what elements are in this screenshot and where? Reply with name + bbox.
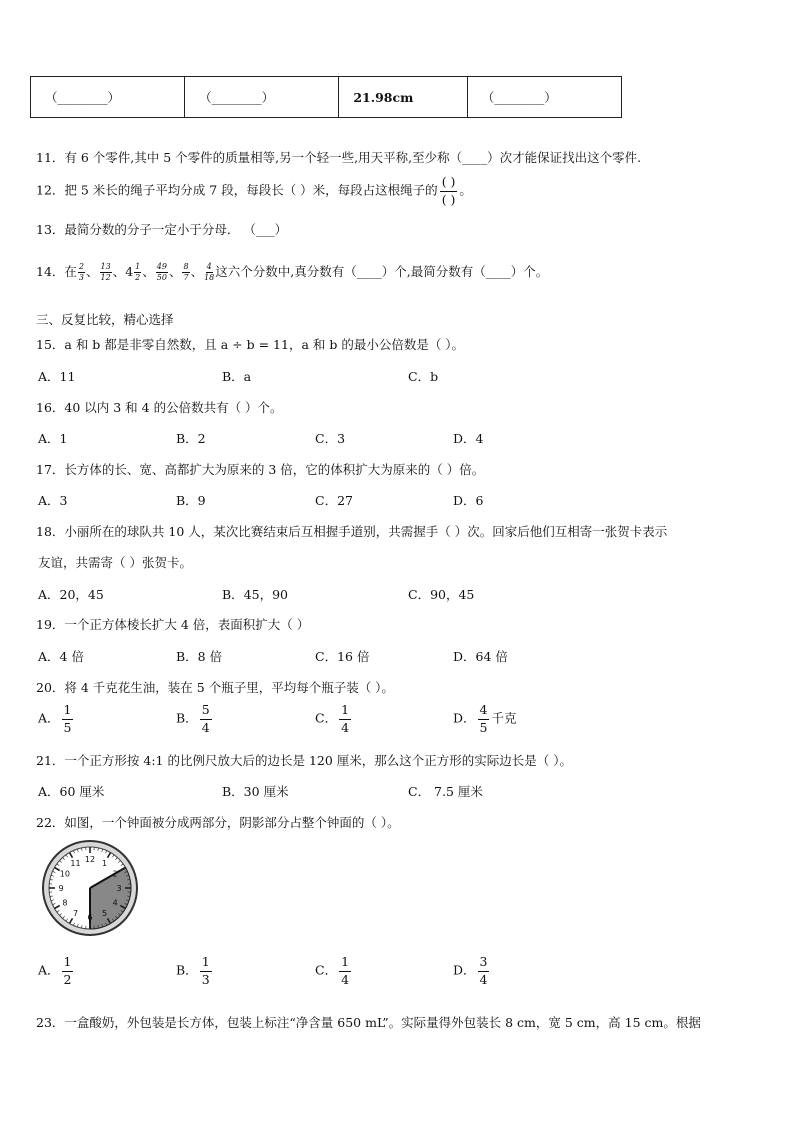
- clock-number: 1: [101, 858, 108, 868]
- separator: 、: [190, 264, 204, 279]
- option-a[interactable]: [38, 704, 75, 734]
- option-fraction: [200, 704, 212, 734]
- fraction-denominator: 12: [100, 273, 111, 282]
- question-22: 22．如图，一个钟面被分成两部分，阴影部分占整个钟面的（ ）。: [36, 815, 400, 830]
- fraction-denominator: 4: [341, 971, 350, 987]
- fraction-numerator: 1: [339, 956, 351, 972]
- separator: 、: [112, 264, 126, 279]
- fraction-numerator: 5: [200, 704, 212, 720]
- clock-number: 8: [62, 898, 68, 908]
- fraction-denominator: 4: [479, 971, 488, 987]
- clock-number: 9: [58, 884, 64, 893]
- option-b[interactable]: [176, 956, 214, 986]
- option-label: A．: [38, 962, 60, 978]
- clock-number: 11: [70, 858, 81, 868]
- separator: 、: [142, 264, 155, 279]
- fraction-numerator: 3: [478, 956, 490, 972]
- option-a[interactable]: A．11: [38, 369, 76, 384]
- fraction-denominator: 2: [63, 971, 72, 987]
- fraction-2: [100, 263, 112, 282]
- option-c[interactable]: C．16 倍: [315, 649, 370, 664]
- question-18-line-1: 18．小丽所在的球队共 10 人，某次比赛结束后互相握手道别，共需握手（ ）次。回家后他们互相寄一张贺卡表示: [36, 524, 668, 539]
- option-label: D．: [453, 710, 476, 726]
- fraction-denominator: 18: [204, 273, 215, 282]
- section-heading: 三、反复比较，精心选择: [36, 312, 174, 327]
- fraction-numerator: 1: [135, 262, 141, 271]
- option-a[interactable]: [38, 956, 75, 986]
- question-15: 15．a 和 b 都是非零自然数，且 a ÷ b = 11，a 和 b 的最小公倍数是（ ）。: [36, 337, 465, 352]
- question-23: 23．一盒酸奶，外包装是长方体，包装上标注“净含量 650 mL”。实际量得外包装长 8 cm，宽 5 cm，高 15 cm。根据: [36, 1015, 701, 1030]
- option-label: D．: [453, 962, 476, 978]
- option-d[interactable]: [453, 704, 517, 734]
- option-b[interactable]: B．2: [176, 431, 206, 446]
- option-c[interactable]: C．3: [315, 431, 346, 446]
- option-a[interactable]: A．1: [38, 431, 68, 446]
- option-fraction: [478, 956, 490, 986]
- option-a[interactable]: A．3: [38, 493, 68, 508]
- fraction-numerator: 1: [62, 704, 74, 720]
- question-12-text: 12．把 5 米长的绳子平均分成 7 段，每段长（ ）米，每段占这根绳子的: [36, 182, 438, 198]
- clock-number: 10: [59, 869, 70, 879]
- option-fraction: [62, 956, 74, 986]
- question-12: [36, 176, 472, 206]
- option-d[interactable]: D．4: [453, 431, 484, 446]
- fraction-numerator: 13: [100, 262, 111, 271]
- clock-number: 7: [72, 909, 79, 919]
- question-21: 21．一个正方形按 4:1 的比例尺放大后的边长是 120 厘米，那么这个正方形的实际边长是（ ）。: [36, 753, 573, 768]
- table-cell: （________）: [185, 77, 339, 118]
- fraction-6: [204, 263, 214, 282]
- question-13: 13．最简分数的分子一定小于分母． （___）: [36, 222, 288, 237]
- option-b[interactable]: B．45，90: [222, 587, 288, 602]
- option-c[interactable]: C． 7.5 厘米: [408, 784, 483, 799]
- option-c[interactable]: C．b: [408, 369, 439, 384]
- question-20: 20．将 4 千克花生油，装在 5 个瓶子里，平均每个瓶子装（ ）。: [36, 680, 394, 695]
- option-a[interactable]: A．4 倍: [38, 649, 84, 664]
- fraction-denominator: 50: [156, 273, 167, 282]
- fraction-numerator: 4: [206, 262, 212, 271]
- fraction-denominator: ( ): [441, 191, 456, 207]
- table-row: [31, 77, 622, 118]
- option-a[interactable]: A．60 厘米: [38, 784, 105, 799]
- option-label: A．: [38, 710, 60, 726]
- fraction-denominator: 5: [479, 719, 488, 735]
- option-label: C．: [315, 962, 338, 978]
- option-a[interactable]: A．20，45: [38, 587, 104, 602]
- fraction-denominator: 4: [201, 719, 210, 735]
- option-d[interactable]: D．6: [453, 493, 484, 508]
- fraction-denominator: 4: [341, 719, 350, 735]
- clock-number: 5: [101, 909, 108, 919]
- option-label: C．: [315, 710, 338, 726]
- option-label: B．: [176, 710, 198, 726]
- option-c[interactable]: [315, 956, 353, 986]
- mixed-whole: 4: [125, 264, 134, 279]
- clock-number: 2: [112, 869, 118, 879]
- fraction-denominator: 3: [201, 971, 210, 987]
- fraction-4: [156, 263, 168, 282]
- option-d[interactable]: [453, 956, 491, 986]
- fraction-numerator: 4: [478, 704, 490, 720]
- option-c[interactable]: [315, 704, 353, 734]
- option-fraction: [200, 956, 212, 986]
- fraction-numerator: ( ): [440, 176, 458, 192]
- fraction-numerator: 8: [183, 262, 189, 271]
- answer-table: [30, 76, 622, 118]
- question-19: 19．一个正方体棱长扩大 4 倍，表面积扩大（ ）: [36, 617, 310, 632]
- question-14: [36, 262, 548, 282]
- blank-fraction: [440, 176, 458, 206]
- separator: 、: [86, 264, 99, 279]
- option-b[interactable]: B．8 倍: [176, 649, 223, 664]
- option-unit: 千克: [491, 710, 517, 726]
- clock-number: 12: [84, 855, 96, 864]
- fraction-3: [134, 263, 141, 282]
- clock-face-figure: [40, 838, 140, 938]
- option-b[interactable]: B．9: [176, 493, 206, 508]
- option-fraction: [62, 704, 74, 734]
- separator: 、: [168, 264, 182, 279]
- question-18-line-2: 友谊，共需寄（ ）张贺卡。: [38, 555, 192, 570]
- fraction-denominator: 7: [183, 273, 189, 282]
- fraction-denominator: 3: [78, 273, 84, 282]
- table-cell: 21.98cm: [339, 77, 467, 118]
- fraction-1: [78, 263, 85, 282]
- clock-number: 4: [112, 898, 118, 908]
- option-b[interactable]: B．30 厘米: [222, 784, 289, 799]
- option-c[interactable]: C．90，45: [408, 587, 475, 602]
- option-b[interactable]: [176, 704, 214, 734]
- question-14-prefix: 14．在: [36, 264, 77, 279]
- table-cell: （________）: [31, 77, 185, 118]
- question-16: 16．40 以内 3 和 4 的公倍数共有（ ）个。: [36, 400, 283, 415]
- punctuation: 。: [459, 182, 472, 198]
- question-17: 17．长方体的长、宽、高都扩大为原来的 3 倍，它的体积扩大为原来的（ ）倍。: [36, 462, 485, 477]
- option-fraction: [339, 956, 351, 986]
- fraction-5: [182, 263, 189, 282]
- option-d[interactable]: D．64 倍: [453, 649, 508, 664]
- fraction-denominator: 5: [63, 719, 72, 735]
- clock-number: 6: [87, 913, 93, 922]
- fraction-numerator: 1: [62, 956, 74, 972]
- option-label: B．: [176, 962, 198, 978]
- option-c[interactable]: C．27: [315, 493, 353, 508]
- table-cell: （________）: [467, 77, 621, 118]
- question-11: 11．有 6 个零件,其中 5 个零件的质量相等,另一个轻一些,用天平称,至少称（____）次才能保证找出这个零件.: [36, 150, 642, 165]
- option-fraction: [339, 704, 351, 734]
- fraction-numerator: 2: [78, 262, 84, 271]
- clock-number: 3: [116, 884, 122, 893]
- fraction-denominator: 2: [135, 273, 141, 282]
- question-14-suffix: 这六个分数中,真分数有（____）个,最简分数有（____）个。: [215, 264, 549, 279]
- fraction-numerator: 49: [156, 262, 167, 271]
- option-b[interactable]: B．a: [222, 369, 252, 384]
- option-fraction: [478, 704, 490, 734]
- fraction-numerator: 1: [200, 956, 212, 972]
- fraction-numerator: 1: [339, 704, 351, 720]
